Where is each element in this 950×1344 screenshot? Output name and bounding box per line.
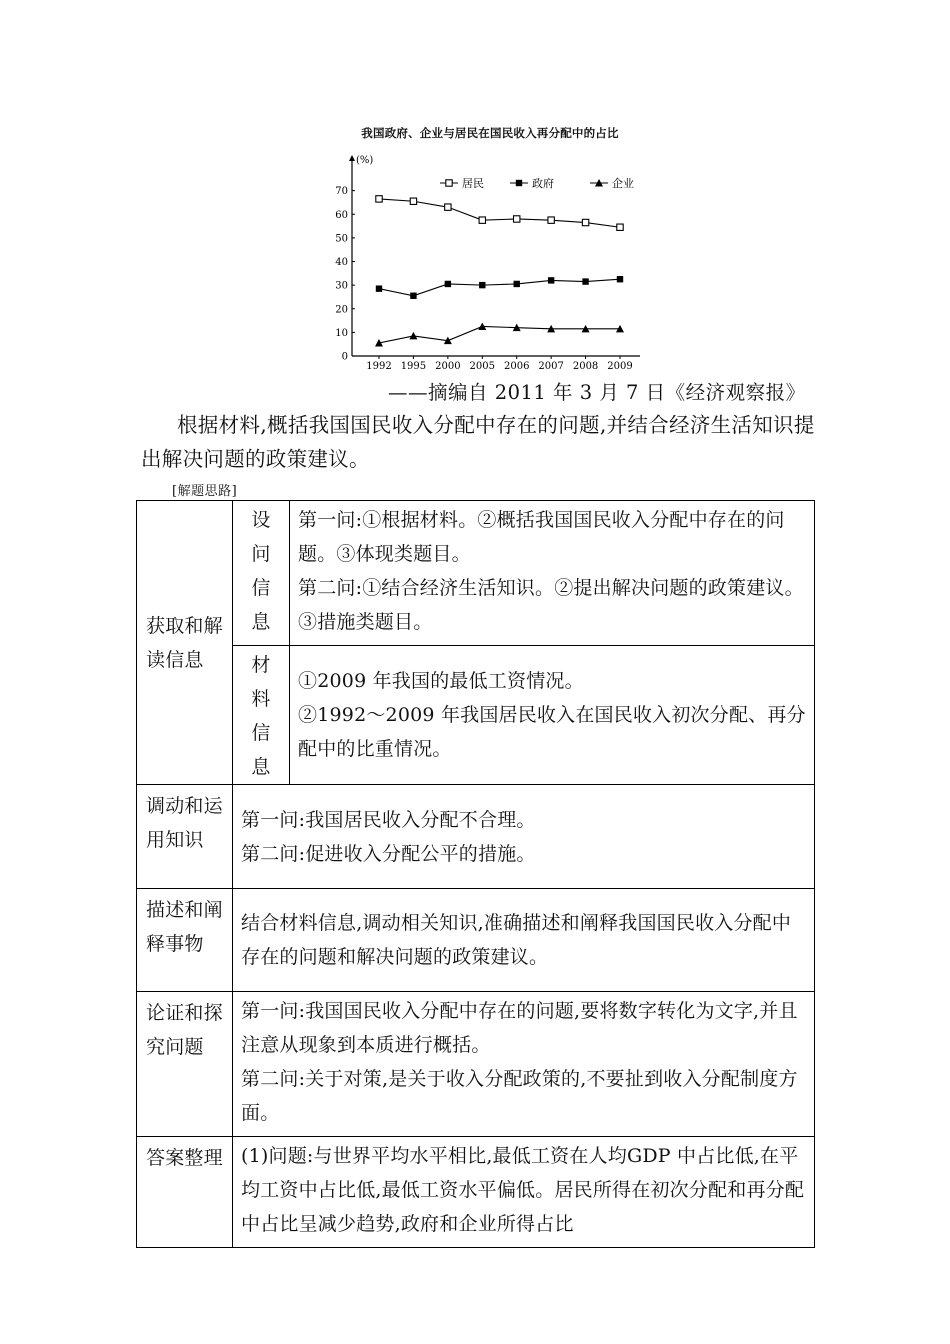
solution-table [136,500,815,1248]
data-point-2 [410,293,416,299]
data-point-2 [479,282,485,288]
argue-text: 第一问:我国国民收入分配中存在的问题,要将数字转化为文字,并且注意从现象到本质进行概括。 第二问:关于对策,是关于收入分配政策的,不要扯到收入分配制度方面。 [233,992,815,1137]
y-tick-label: 10 [335,327,348,339]
answer-text: (1)问题:与世界平均水平相比,最低工资在人均GDP 中占比低,在平均工资中占比低,最低工资水平偏低。居民所得在初次分配和再分配中占比呈减少趋势,政府和企业所得占比 [233,1137,815,1248]
sublabel-question-info: 设 问 信 息 [233,501,290,646]
data-point-1 [548,217,554,223]
question-text: 根据材料,概括我国国民收入分配中存在的问题,并结合经济生活知识提出解决问题的政策建议。 [141,413,815,471]
data-point-3 [409,332,417,340]
data-point-2 [376,285,382,291]
data-point-2 [617,276,623,282]
y-tick-label: 40 [335,257,348,268]
sublabel-material-info: 材 料 信 息 [233,646,290,785]
x-tick-label: 2007 [538,361,564,372]
legend-label: 政府 [532,177,554,190]
x-tick-label: 2005 [469,361,496,372]
y-tick-label: 70 [335,186,348,198]
material-info-text: ①2009 年我国的最低工资情况。 ②1992～2009 年我国居民收入在国民收入初次分配、再分配中的比重情况。 [290,646,815,785]
apply-knowledge-text: 第一问:我国居民收入分配不合理。 第二问:促进收入分配公平的措施。 [233,785,815,889]
legend-label: 企业 [612,177,634,190]
data-point-1 [582,219,588,225]
x-tick-label: 2009 [607,361,633,372]
y-tick-label: 0 [341,351,348,363]
describe-text: 结合材料信息,调动相关知识,准确描述和阐释我国国民收入分配中存在的问题和解决问题的政策建议。 [233,889,815,992]
row-label-argue: 论证和探究问题 [137,992,233,1137]
row-label-interpret: 获取和解读信息 [137,501,233,785]
hint-label: [解题思路] [172,484,238,499]
question-paragraph [141,408,821,476]
y-tick-label: 30 [335,280,348,292]
data-point-2 [548,277,554,283]
legend-marker [516,180,522,186]
data-point-2 [445,281,451,287]
data-point-1 [445,204,451,210]
y-axis-unit: (%) [356,155,374,166]
chart-plot [330,137,650,377]
data-point-1 [514,216,520,222]
y-axis-arrow [349,155,355,161]
data-point-1 [479,217,485,223]
y-tick-label: 60 [335,209,348,221]
row-label-answer: 答案整理 [137,1137,233,1248]
data-point-1 [410,198,416,204]
y-tick-label: 20 [335,304,348,316]
income-share-chart [330,125,650,375]
row-label-apply-knowledge: 调动和运用知识 [137,785,233,889]
data-point-1 [376,196,382,202]
data-point-1 [617,224,623,230]
legend-marker [446,180,452,186]
y-tick-label: 50 [335,233,348,245]
x-tick-label: 1992 [366,361,392,372]
legend-label: 居民 [462,177,484,190]
x-tick-label: 2006 [503,361,530,372]
question-info-text: 第一问:①根据材料。②概括我国国民收入分配中存在的问题。③体现类题目。 第二问:①结合经济生活知识。②提出解决问题的政策建议。③措施类题目。 [290,501,815,646]
x-tick-label: 2000 [435,361,461,372]
chart-title: 我国政府、企业与居民在国民收入再分配中的占比 [361,126,619,140]
source-citation: ——摘编自 2011 年 3 月 7 日《经济观察报》 [388,381,806,404]
x-tick-label: 2008 [572,361,599,372]
row-label-describe: 描述和阐释事物 [137,889,233,992]
data-point-2 [582,278,588,284]
data-point-2 [514,281,520,287]
x-tick-label: 1995 [400,361,427,372]
